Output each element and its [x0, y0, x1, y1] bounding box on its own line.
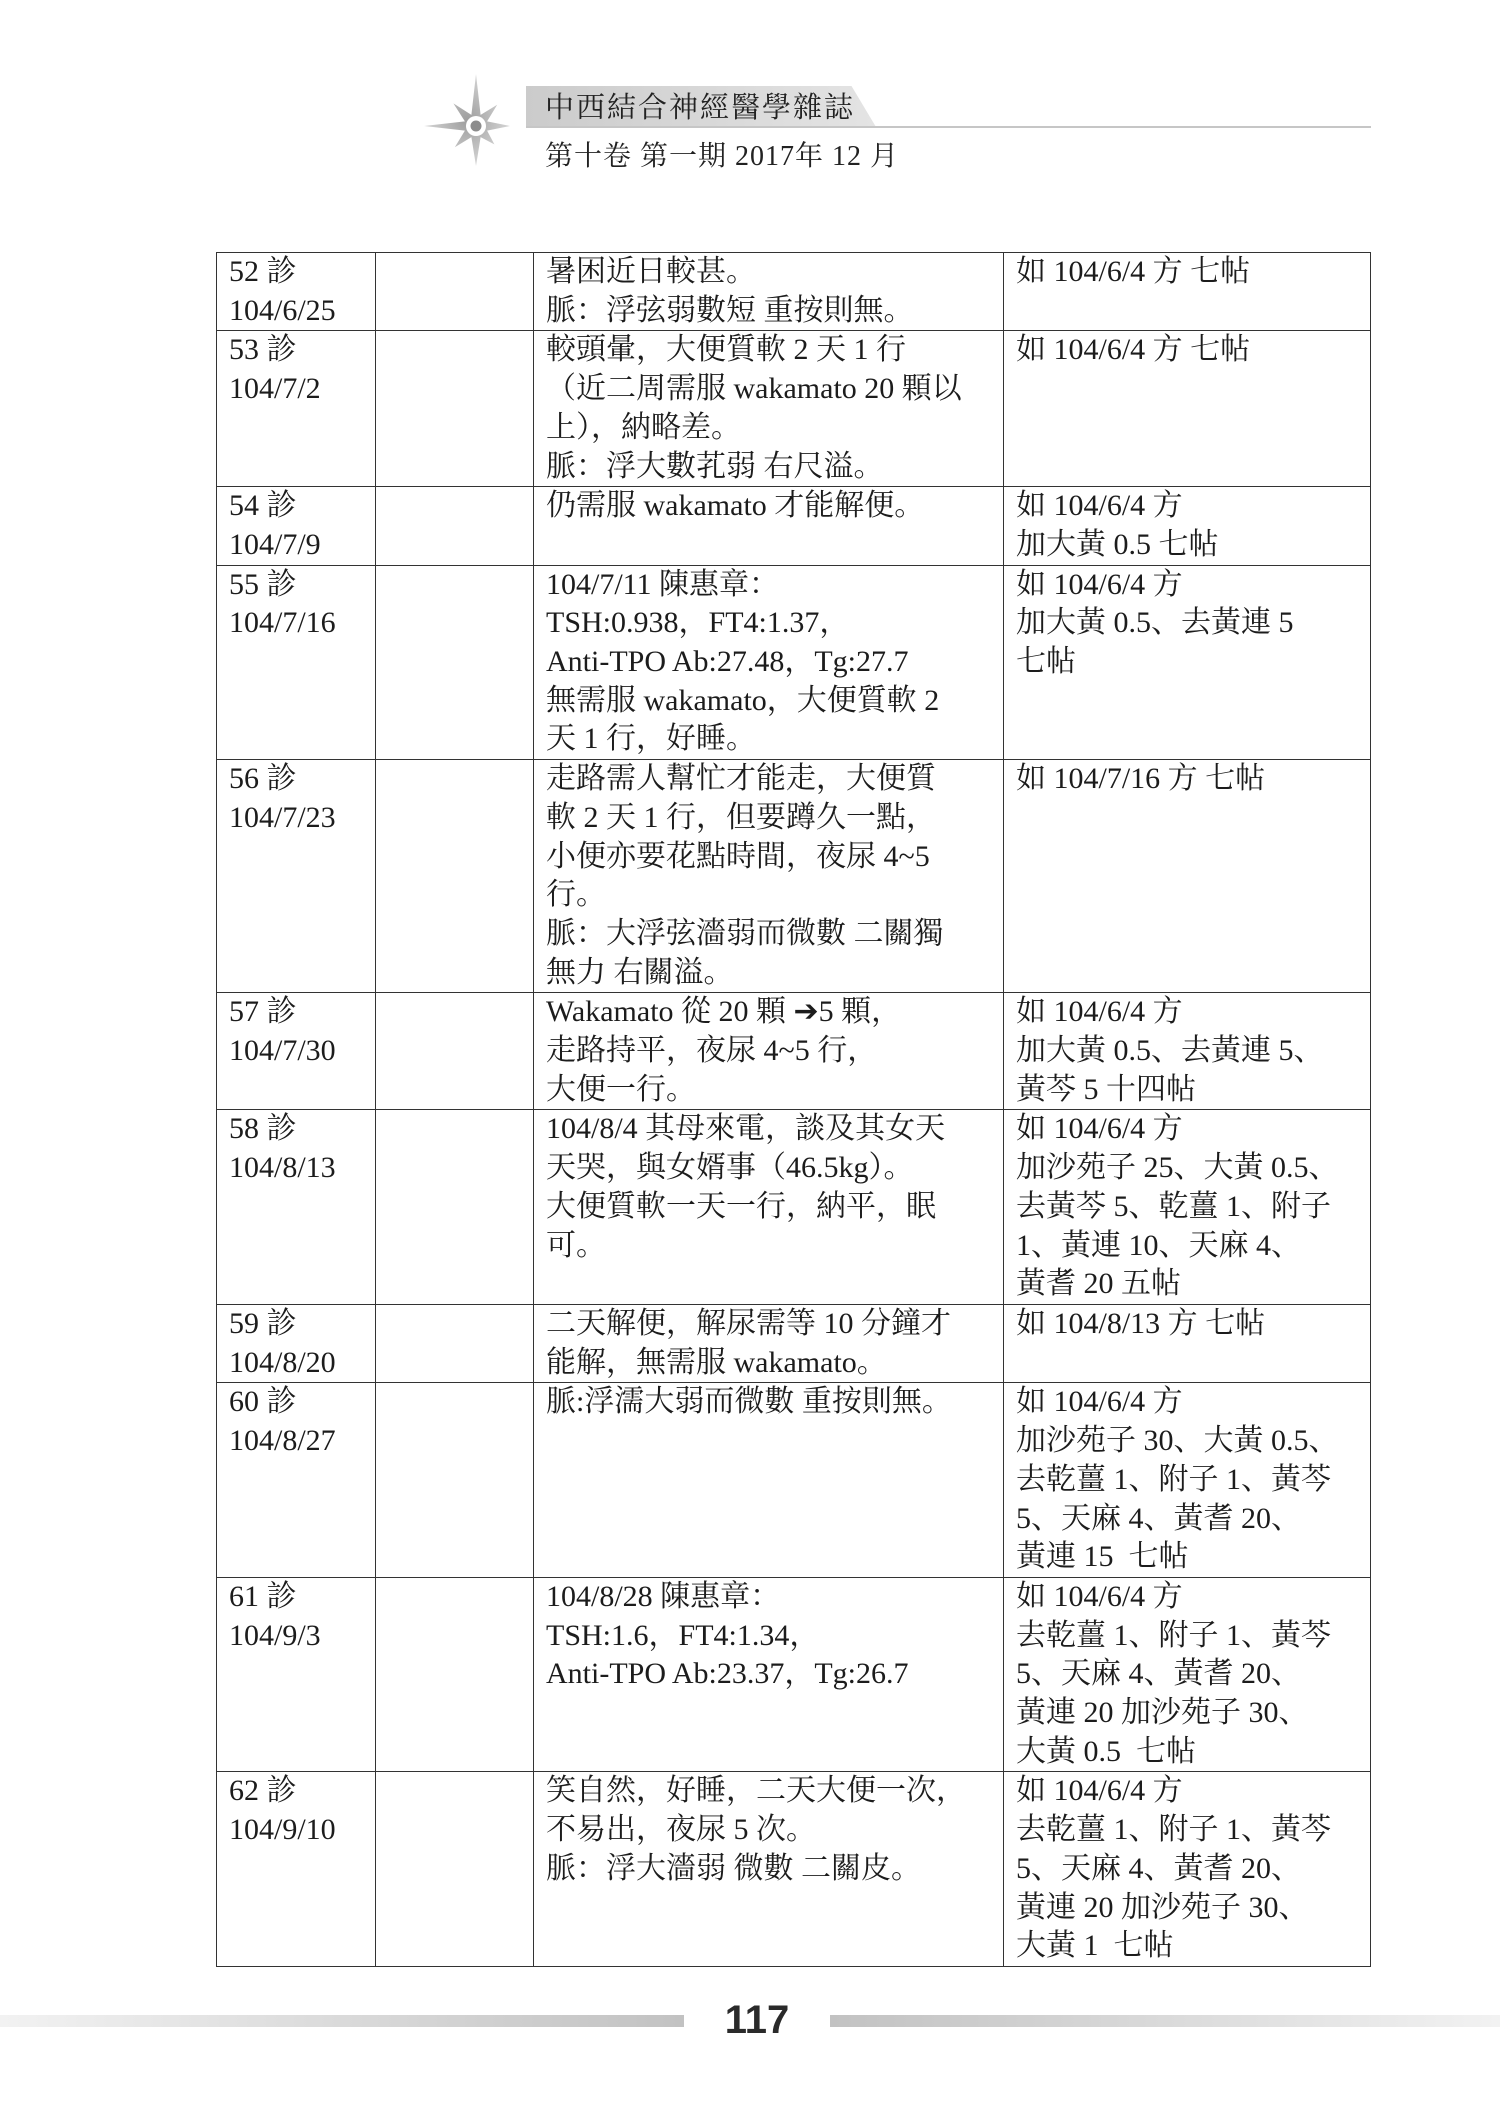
empty-cell	[376, 1383, 534, 1578]
empty-cell	[376, 993, 534, 1110]
prescription-cell	[1004, 1577, 1371, 1772]
table-body	[217, 253, 1371, 1967]
notes-line: 笑自然，好睡，二天大便一次，	[546, 1774, 966, 1808]
notes-line: 脈:浮濡大弱而微數 重按則無。	[546, 1385, 952, 1419]
notes-line: 脈：大浮弦濇弱而微數 二關獨	[546, 916, 944, 950]
visit-number: 60 診	[229, 1385, 297, 1419]
table-row	[217, 487, 1371, 565]
visit-number: 57 診	[229, 995, 297, 1029]
star-logo-icon	[421, 71, 531, 181]
visit-date: 104/9/10	[229, 1813, 336, 1847]
prescription-line: 加大黃 0.5、去黃連 5、	[1016, 1034, 1324, 1068]
prescription-cell	[1004, 1304, 1371, 1382]
prescription-cell	[1004, 565, 1371, 760]
empty-cell	[376, 1304, 534, 1382]
visit-number: 55 診	[229, 567, 297, 601]
prescription-line: 如 104/6/4 方 七帖	[1016, 333, 1251, 367]
notes-line: 二天解便，解尿需等 10 分鐘才	[546, 1306, 951, 1340]
empty-cell	[376, 253, 534, 331]
prescription-line: 如 104/6/4 方	[1016, 489, 1183, 523]
prescription-cell	[1004, 1772, 1371, 1967]
notes-cell	[534, 1383, 1004, 1578]
notes-line: 脈：浮弦弱數短 重按則無。	[546, 293, 914, 327]
notes-line: 大便質軟一天一行，納平，眠	[546, 1189, 936, 1223]
visit-cell	[217, 760, 376, 993]
visit-cell	[217, 1772, 376, 1967]
visit-number: 58 診	[229, 1112, 297, 1146]
notes-line: 無需服 wakamato，大便質軟 2	[546, 683, 940, 717]
prescription-line: 加沙苑子 30、大黃 0.5、	[1016, 1424, 1339, 1458]
prescription-line: 黃連 20 加沙苑子 30、	[1016, 1696, 1309, 1730]
visit-number: 56 診	[229, 762, 297, 796]
issue-info: 第十卷 第一期 2017年 12 月	[545, 141, 900, 172]
prescription-line: 七帖	[1016, 645, 1076, 679]
notes-line: 脈：浮大濇弱 微數 二關皮。	[546, 1851, 921, 1885]
prescription-line: 去黃芩 5、乾薑 1、附子	[1016, 1189, 1331, 1223]
visit-number: 52 診	[229, 255, 297, 288]
visit-number: 61 診	[229, 1579, 297, 1613]
notes-line: 較頭暈，大便質軟 2 天 1 行	[546, 333, 906, 367]
notes-cell	[534, 1304, 1004, 1382]
prescription-cell	[1004, 760, 1371, 993]
visit-number: 54 診	[229, 489, 297, 523]
empty-cell	[376, 565, 534, 760]
prescription-line: 如 104/6/4 方	[1016, 1579, 1183, 1613]
visit-cell	[217, 1577, 376, 1772]
visit-cell	[217, 253, 376, 331]
prescription-line: 5、天麻 4、黃耆 20、	[1016, 1501, 1301, 1535]
prescription-line: 黃芩 5 十四帖	[1016, 1072, 1196, 1106]
prescription-line: 去乾薑 1、附子 1、黃芩	[1016, 1813, 1331, 1847]
prescription-line: 5、天麻 4、黃耆 20、	[1016, 1851, 1301, 1885]
notes-line: Anti-TPO Ab:23.37，Tg:26.7	[546, 1657, 909, 1691]
visit-cell	[217, 1110, 376, 1305]
prescription-line: 加大黃 0.5 七帖	[1016, 527, 1219, 561]
table-row	[217, 1110, 1371, 1305]
notes-line: 天哭，與女婿事（46.5kg）。	[546, 1151, 914, 1185]
prescription-line: 大黃 0.5 七帖	[1016, 1734, 1196, 1768]
table-row	[217, 331, 1371, 487]
empty-cell	[376, 1772, 534, 1967]
visit-cell	[217, 331, 376, 487]
visit-date: 104/7/23	[229, 800, 336, 834]
prescription-line: 黃耆 20 五帖	[1016, 1267, 1181, 1301]
notes-line: （近二周需服 wakamato 20 顆以	[546, 372, 962, 406]
notes-line: 小便亦要花點時間，夜尿 4~5	[546, 839, 930, 873]
prescription-cell	[1004, 993, 1371, 1110]
table-row	[217, 565, 1371, 760]
visit-cell	[217, 993, 376, 1110]
table-row	[217, 1383, 1371, 1578]
table-row	[217, 760, 1371, 993]
footer-bar-right	[830, 2015, 1500, 2027]
notes-cell	[534, 565, 1004, 760]
visit-number: 59 診	[229, 1306, 297, 1340]
notes-line: 能解，無需服 wakamato。	[546, 1345, 887, 1379]
notes-cell	[534, 487, 1004, 565]
empty-cell	[376, 487, 534, 565]
notes-line: 104/8/4 其母來電，談及其女天	[546, 1112, 946, 1146]
notes-line: 軟 2 天 1 行，但要蹲久一點，	[546, 800, 936, 834]
notes-cell	[534, 331, 1004, 487]
notes-cell	[534, 1577, 1004, 1772]
visit-cell	[217, 1304, 376, 1382]
footer-bar-left	[0, 2015, 684, 2027]
prescription-line: 如 104/6/4 方	[1016, 995, 1183, 1029]
notes-line: 104/8/28 陳惠章：	[546, 1579, 781, 1613]
notes-line: TSH:0.938，FT4:1.37，	[546, 606, 850, 640]
table-row	[217, 993, 1371, 1110]
prescription-line: 大黃 1 七帖	[1016, 1929, 1174, 1963]
table-row	[217, 1577, 1371, 1772]
notes-line: 行。	[546, 878, 606, 912]
notes-cell	[534, 1772, 1004, 1967]
table-row	[217, 1304, 1371, 1382]
prescription-line: 如 104/6/4 方	[1016, 1385, 1183, 1419]
page-number: 117	[724, 1998, 790, 2042]
notes-cell	[534, 253, 1004, 331]
visit-date: 104/9/3	[229, 1618, 321, 1652]
table-row	[217, 1772, 1371, 1967]
prescription-line: 黃連 15 七帖	[1016, 1540, 1189, 1574]
notes-line: 可。	[546, 1228, 606, 1262]
prescription-cell	[1004, 1383, 1371, 1578]
prescription-line: 如 104/6/4 方	[1016, 1112, 1183, 1146]
empty-cell	[376, 1577, 534, 1772]
visit-records-table	[216, 252, 1371, 1967]
empty-cell	[376, 1110, 534, 1305]
notes-cell	[534, 993, 1004, 1110]
prescription-line: 如 104/6/4 方	[1016, 1774, 1183, 1808]
visit-date: 104/7/16	[229, 606, 336, 640]
visit-number: 62 診	[229, 1774, 297, 1808]
visit-date: 104/6/25	[229, 293, 336, 327]
notes-line: Wakamato 從 20 顆 ➔5 顆，	[546, 995, 902, 1029]
notes-line: 仍需服 wakamato 才能解便。	[546, 489, 925, 523]
visit-date: 104/8/13	[229, 1151, 336, 1185]
notes-line: 無力 右關溢。	[546, 955, 734, 989]
table-row	[217, 253, 1371, 331]
prescription-line: 加沙苑子 25、大黃 0.5、	[1016, 1151, 1339, 1185]
prescription-cell	[1004, 1110, 1371, 1305]
prescription-line: 去乾薑 1、附子 1、黃芩	[1016, 1618, 1331, 1652]
prescription-cell	[1004, 253, 1371, 331]
notes-line: Anti-TPO Ab:27.48，Tg:27.7	[546, 645, 909, 679]
visit-cell	[217, 565, 376, 760]
prescription-line: 1、黃連 10、天麻 4、	[1016, 1228, 1301, 1262]
visit-date: 104/7/30	[229, 1034, 336, 1068]
notes-line: 暑困近日較甚。	[546, 255, 756, 288]
notes-line: 脈：浮大數芤弱 右尺溢。	[546, 449, 884, 483]
prescription-cell	[1004, 331, 1371, 487]
notes-line: 上），納略差。	[546, 410, 741, 444]
notes-line: TSH:1.6，FT4:1.34，	[546, 1618, 820, 1652]
prescription-line: 如 104/7/16 方 七帖	[1016, 762, 1266, 796]
notes-line: 天 1 行，好睡。	[546, 722, 756, 756]
prescription-line: 黃連 20 加沙苑子 30、	[1016, 1890, 1309, 1924]
visit-cell	[217, 487, 376, 565]
notes-cell	[534, 1110, 1004, 1305]
prescription-line: 加大黃 0.5、去黃連 5	[1016, 606, 1294, 640]
prescription-line: 5、天麻 4、黃耆 20、	[1016, 1657, 1301, 1691]
notes-line: 大便一行。	[546, 1072, 696, 1106]
empty-cell	[376, 760, 534, 993]
prescription-line: 如 104/8/13 方 七帖	[1016, 1306, 1266, 1340]
empty-cell	[376, 331, 534, 487]
notes-line: 104/7/11 陳惠章：	[546, 567, 780, 601]
notes-line: 不易出，夜尿 5 次。	[546, 1813, 816, 1847]
prescription-line: 如 104/6/4 方	[1016, 567, 1183, 601]
prescription-line: 如 104/6/4 方 七帖	[1016, 255, 1251, 288]
visit-cell	[217, 1383, 376, 1578]
journal-title: 中西結合神經醫學雜誌	[545, 92, 856, 124]
prescription-cell	[1004, 487, 1371, 565]
notes-line: 走路持平，夜尿 4~5 行，	[546, 1034, 878, 1068]
visit-date: 104/7/2	[229, 372, 321, 406]
prescription-line: 去乾薑 1、附子 1、黃芩	[1016, 1462, 1331, 1496]
visit-number: 53 診	[229, 333, 297, 367]
notes-cell	[534, 760, 1004, 993]
visit-date: 104/7/9	[229, 527, 321, 561]
visit-date: 104/8/27	[229, 1424, 336, 1458]
notes-line: 走路需人幫忙才能走，大便質	[546, 762, 936, 796]
visit-date: 104/8/20	[229, 1345, 336, 1379]
